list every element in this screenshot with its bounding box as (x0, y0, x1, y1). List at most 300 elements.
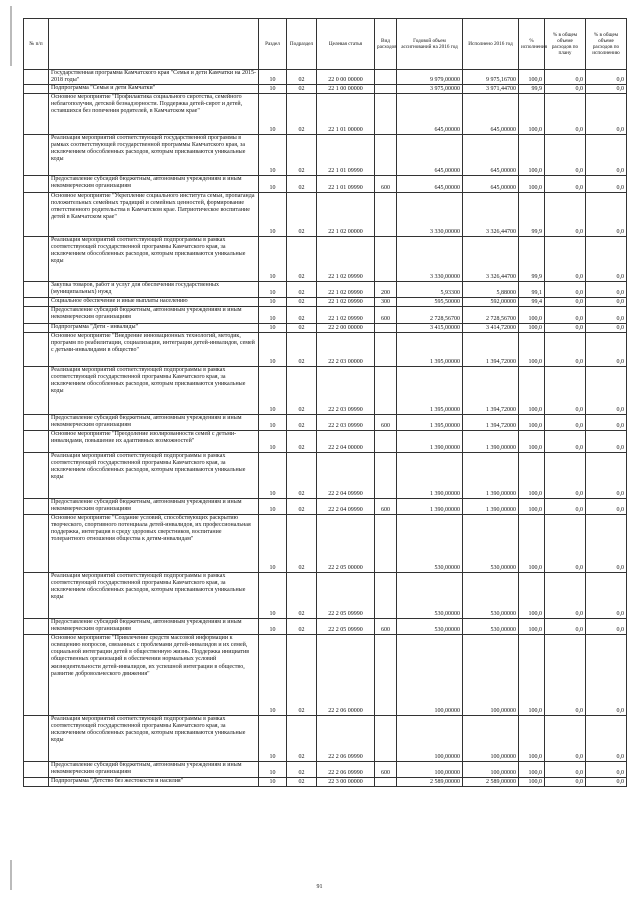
row-executed: 1 394,72000 (463, 415, 519, 431)
col-header-section: Раздел (259, 19, 287, 70)
row-subsection: 02 (287, 431, 317, 453)
row-num (24, 333, 49, 367)
row-share-exec: 0,0 (586, 85, 627, 94)
row-share-exec: 0,0 (586, 135, 627, 176)
row-pct: 100,0 (519, 415, 545, 431)
row-type (375, 70, 397, 85)
budget-report-sheet (23, 18, 626, 787)
row-share-exec: 0,0 (586, 176, 627, 193)
row-share: 0,0 (545, 619, 586, 635)
row-share: 0,0 (545, 298, 586, 307)
row-type: 600 (375, 619, 397, 635)
row-type (375, 573, 397, 619)
row-num (24, 237, 49, 282)
row-executed: 100,00000 (463, 762, 519, 778)
row-num (24, 515, 49, 573)
row-section: 10 (259, 237, 287, 282)
row-subsection: 02 (287, 70, 317, 85)
row-share-exec: 0,0 (586, 453, 627, 499)
row-pct: 100,0 (519, 176, 545, 193)
row-executed: 645,00000 (463, 176, 519, 193)
row-share: 0,0 (545, 367, 586, 415)
row-annual: 2 589,00000 (397, 778, 463, 787)
row-name: Предоставление субсидий бюджетным, автономным учреждениям и иным некоммерческим организациям (49, 619, 259, 635)
row-pct: 99,1 (519, 282, 545, 298)
table-row (24, 193, 627, 237)
row-section: 10 (259, 135, 287, 176)
row-section: 10 (259, 762, 287, 778)
row-executed: 2 589,00000 (463, 778, 519, 787)
table-row (24, 176, 627, 193)
table-row (24, 515, 627, 573)
row-annual: 645,00000 (397, 176, 463, 193)
row-name: Основное мероприятие "Создание условий, способствующих раскрытию творческого, спортивного потенциала детей-инвалидов, их профессиональная поддержка, интеграция в среду здоровых сверстников, воспитание толерантного отношения общества к детям-инвалидам" (49, 515, 259, 573)
row-target: 22 1 02 09990 (317, 282, 375, 298)
row-share-exec: 0,0 (586, 499, 627, 515)
row-share: 0,0 (545, 762, 586, 778)
col-header-share: % в общем объеме расходов по плану (545, 19, 586, 70)
row-num (24, 324, 49, 333)
row-target: 22 2 03 09990 (317, 367, 375, 415)
row-name: Предоставление субсидий бюджетным, автономным учреждениям и иным некоммерческим организациям (49, 499, 259, 515)
row-annual: 530,00000 (397, 573, 463, 619)
row-subsection: 02 (287, 635, 317, 716)
row-section: 10 (259, 85, 287, 94)
row-section: 10 (259, 367, 287, 415)
row-num (24, 367, 49, 415)
row-name: Социальное обеспечение и иные выплаты населению (49, 298, 259, 307)
row-share: 0,0 (545, 307, 586, 324)
row-share: 0,0 (545, 324, 586, 333)
row-name: Реализация мероприятий соответствующей подпрограммы в рамках соответствующей государственной программы Камчатского края, за исключением обособленных расходов, которым присваиваются уникальные коды (49, 237, 259, 282)
row-name: Основное мероприятие "Профилактика социального сиротства, семейного неблагополучия, детской безнадзорности. Поддержка детей-сирот и детей, оставшихся без попечения родителей, в Камчатском крае" (49, 94, 259, 135)
row-share-exec: 0,0 (586, 307, 627, 324)
row-annual: 1 395,00000 (397, 333, 463, 367)
row-section: 10 (259, 94, 287, 135)
row-name: Государственная программа Камчатского края "Семья и дети Камчатки на 2015-2018 годы" (49, 70, 259, 85)
row-subsection: 02 (287, 415, 317, 431)
row-type (375, 515, 397, 573)
row-target: 22 2 05 09990 (317, 573, 375, 619)
row-share-exec: 0,0 (586, 716, 627, 762)
row-name: Предоставление субсидий бюджетным, автономным учреждениям и иным некоммерческим организациям (49, 176, 259, 193)
row-type (375, 193, 397, 237)
row-name: Подпрограмма "Семья и дети Камчатки" (49, 85, 259, 94)
row-target: 22 2 04 09990 (317, 453, 375, 499)
row-share: 0,0 (545, 176, 586, 193)
row-pct: 99,9 (519, 237, 545, 282)
row-share: 0,0 (545, 333, 586, 367)
row-target: 22 2 05 09990 (317, 619, 375, 635)
row-pct: 100,0 (519, 499, 545, 515)
row-target: 22 2 06 09990 (317, 762, 375, 778)
table-row (24, 762, 627, 778)
col-header-executed: Исполнено 2016 год (463, 19, 519, 70)
row-num (24, 415, 49, 431)
table-row (24, 573, 627, 619)
row-type (375, 716, 397, 762)
row-share-exec: 0,0 (586, 237, 627, 282)
row-section: 10 (259, 193, 287, 237)
row-executed: 1 390,00000 (463, 499, 519, 515)
row-num (24, 193, 49, 237)
row-pct: 100,0 (519, 367, 545, 415)
row-name: Подпрограмма "Детство без жестокости и насилия" (49, 778, 259, 787)
col-header-name (49, 19, 259, 70)
row-subsection: 02 (287, 619, 317, 635)
row-pct: 99,9 (519, 193, 545, 237)
row-share-exec: 0,0 (586, 94, 627, 135)
row-executed: 645,00000 (463, 94, 519, 135)
row-num (24, 176, 49, 193)
row-type (375, 635, 397, 716)
col-header-pct: % исполнения (519, 19, 545, 70)
row-subsection: 02 (287, 237, 317, 282)
row-annual: 100,00000 (397, 716, 463, 762)
row-target: 22 0 00 00000 (317, 70, 375, 85)
row-section: 10 (259, 431, 287, 453)
row-share-exec: 0,0 (586, 324, 627, 333)
row-subsection: 02 (287, 453, 317, 499)
table-row (24, 307, 627, 324)
row-pct: 100,0 (519, 453, 545, 499)
row-target: 22 3 00 00000 (317, 778, 375, 787)
row-executed: 9 975,16700 (463, 70, 519, 85)
row-executed: 1 390,00000 (463, 453, 519, 499)
row-num (24, 778, 49, 787)
row-type: 600 (375, 499, 397, 515)
row-annual: 2 728,56700 (397, 307, 463, 324)
row-name: Реализация мероприятий соответствующей подпрограммы в рамках соответствующей государственной программы Камчатского края, за исключением обособленных расходов, которым присваиваются уникальные коды (49, 716, 259, 762)
row-type: 600 (375, 176, 397, 193)
row-target: 22 1 01 09990 (317, 176, 375, 193)
row-annual: 1 390,00000 (397, 453, 463, 499)
row-share: 0,0 (545, 135, 586, 176)
table-row (24, 298, 627, 307)
row-pct: 100,0 (519, 716, 545, 762)
row-name: Основное мероприятие "Укрепление социального института семьи, пропаганда положительных семейных традиций и семейных ценностей, формирование ответственного родительства в Камчатском крае. Патриотическое воспитание детей в Камчатском крае" (49, 193, 259, 237)
row-type (375, 237, 397, 282)
row-executed: 2 728,56700 (463, 307, 519, 324)
table-row (24, 415, 627, 431)
row-share-exec: 0,0 (586, 367, 627, 415)
row-section: 10 (259, 282, 287, 298)
row-annual: 3 330,00000 (397, 237, 463, 282)
col-header-annual: Годовой объем ассигнований на 2016 год (397, 19, 463, 70)
row-annual: 1 395,00000 (397, 415, 463, 431)
row-pct: 100,0 (519, 135, 545, 176)
row-share: 0,0 (545, 237, 586, 282)
row-num (24, 453, 49, 499)
row-executed: 1 390,00000 (463, 431, 519, 453)
budget-table (23, 18, 627, 787)
row-subsection: 02 (287, 176, 317, 193)
row-executed: 530,00000 (463, 515, 519, 573)
row-executed: 100,00000 (463, 635, 519, 716)
row-share: 0,0 (545, 499, 586, 515)
row-annual: 530,00000 (397, 515, 463, 573)
row-pct: 100,0 (519, 307, 545, 324)
row-share-exec: 0,0 (586, 431, 627, 453)
row-executed: 3 326,44700 (463, 193, 519, 237)
row-pct: 100,0 (519, 70, 545, 85)
row-annual: 1 390,00000 (397, 431, 463, 453)
row-pct: 100,0 (519, 635, 545, 716)
table-row (24, 635, 627, 716)
table-row (24, 778, 627, 787)
table-row (24, 324, 627, 333)
row-type (375, 324, 397, 333)
row-executed: 592,00000 (463, 298, 519, 307)
row-section: 10 (259, 176, 287, 193)
row-annual: 645,00000 (397, 135, 463, 176)
row-name: Реализация мероприятий соответствующей подпрограммы в рамках соответствующей государственной программы Камчатского края, за исключением обособленных расходов, которым присваиваются уникальные коды (49, 367, 259, 415)
table-row (24, 716, 627, 762)
row-pct: 100,0 (519, 573, 545, 619)
table-row (24, 94, 627, 135)
row-target: 22 2 00 00000 (317, 324, 375, 333)
row-share-exec: 0,0 (586, 298, 627, 307)
row-name: Предоставление субсидий бюджетным, автономным учреждениям и иным некоммерческим организациям (49, 415, 259, 431)
row-name: Основное мероприятие "Преодоление изолированности семей с детьми-инвалидами, повышение их адаптивных возможностей" (49, 431, 259, 453)
row-target: 22 2 06 09990 (317, 716, 375, 762)
row-annual: 5,93300 (397, 282, 463, 298)
row-section: 10 (259, 716, 287, 762)
row-section: 10 (259, 573, 287, 619)
row-name: Реализация мероприятий соответствующей подпрограммы в рамках соответствующей государственной программы Камчатского края, за исключением обособленных расходов, которым присваиваются уникальные коды (49, 453, 259, 499)
row-target: 22 1 01 00000 (317, 94, 375, 135)
row-num (24, 499, 49, 515)
row-type: 600 (375, 307, 397, 324)
col-header-subsection: Подраздел (287, 19, 317, 70)
row-annual: 3 330,00000 (397, 193, 463, 237)
row-section: 10 (259, 453, 287, 499)
row-section: 10 (259, 778, 287, 787)
row-subsection: 02 (287, 307, 317, 324)
row-subsection: 02 (287, 515, 317, 573)
row-pct: 100,0 (519, 333, 545, 367)
row-type (375, 94, 397, 135)
row-name: Реализация мероприятий соответствующей подпрограммы в рамках соответствующей государственной программы Камчатского края, за исключением обособленных расходов, которым присваиваются уникальные коды (49, 573, 259, 619)
row-annual: 595,50000 (397, 298, 463, 307)
table-row (24, 70, 627, 85)
row-section: 10 (259, 70, 287, 85)
row-target: 22 1 02 09990 (317, 307, 375, 324)
table-row (24, 85, 627, 94)
page-number: 91 (316, 884, 323, 890)
table-row (24, 453, 627, 499)
row-share: 0,0 (545, 716, 586, 762)
row-pct: 100,0 (519, 431, 545, 453)
row-share-exec: 0,0 (586, 415, 627, 431)
row-target: 22 2 03 09990 (317, 415, 375, 431)
row-subsection: 02 (287, 367, 317, 415)
col-header-target: Целевая статья (317, 19, 375, 70)
row-share: 0,0 (545, 573, 586, 619)
row-share-exec: 0,0 (586, 619, 627, 635)
row-share-exec: 0,0 (586, 333, 627, 367)
row-name: Предоставление субсидий бюджетным, автономным учреждениям и иным некоммерческим организациям (49, 307, 259, 324)
row-share: 0,0 (545, 778, 586, 787)
row-target: 22 1 02 09990 (317, 237, 375, 282)
row-type: 600 (375, 762, 397, 778)
row-name: Основное мероприятие "Привлечение средств массовой информации к освещению вопросов, связанных с проблемами детей-инвалидов и их семей, социальной интеграции детей в общественную жизнь. Поддержка инициатив общественных организаций в обеспечении нормальных условий жизнедеятельности детей-инвалидов, их успешной интеграции в общество, развитие добровольческого движения" (49, 635, 259, 716)
row-share: 0,0 (545, 635, 586, 716)
row-pct: 100,0 (519, 762, 545, 778)
row-executed: 5,88000 (463, 282, 519, 298)
row-num (24, 431, 49, 453)
row-target: 22 2 04 09990 (317, 499, 375, 515)
row-num (24, 307, 49, 324)
row-num (24, 635, 49, 716)
table-row (24, 282, 627, 298)
row-share: 0,0 (545, 515, 586, 573)
table-row (24, 237, 627, 282)
row-pct: 99,9 (519, 85, 545, 94)
row-type (375, 431, 397, 453)
col-header-share-exec: % в общем объеме расходов по исполнению (586, 19, 627, 70)
row-share-exec: 0,0 (586, 778, 627, 787)
row-share: 0,0 (545, 85, 586, 94)
row-pct: 100,0 (519, 94, 545, 135)
row-subsection: 02 (287, 762, 317, 778)
row-num (24, 282, 49, 298)
table-row (24, 333, 627, 367)
row-num (24, 298, 49, 307)
row-share-exec: 0,0 (586, 573, 627, 619)
row-share: 0,0 (545, 415, 586, 431)
row-pct: 100,0 (519, 778, 545, 787)
row-target: 22 1 01 09990 (317, 135, 375, 176)
row-name: Основное мероприятие "Внедрение инновационных технологий, методик, программ по реабилитации, социализации, интеграции детей-инвалидов, семей с детьми-инвалидами в общество" (49, 333, 259, 367)
row-name: Закупка товаров, работ и услуг для обеспечения государственных (муниципальных) нужд (49, 282, 259, 298)
row-section: 10 (259, 415, 287, 431)
row-share-exec: 0,0 (586, 762, 627, 778)
row-subsection: 02 (287, 778, 317, 787)
row-pct: 100,0 (519, 324, 545, 333)
row-subsection: 02 (287, 324, 317, 333)
row-type (375, 778, 397, 787)
row-type (375, 333, 397, 367)
col-header-type: Вид расходов (375, 19, 397, 70)
row-section: 10 (259, 324, 287, 333)
row-share: 0,0 (545, 70, 586, 85)
row-target: 22 2 06 00000 (317, 635, 375, 716)
row-subsection: 02 (287, 499, 317, 515)
row-annual: 530,00000 (397, 619, 463, 635)
row-type (375, 85, 397, 94)
row-name: Реализация мероприятий соответствующей государственной программы в рамках соответствующей государственной программы Камчатского края, за исключением обособленных расходов, которым присваиваются уникальные коды (49, 135, 259, 176)
row-target: 22 2 05 00000 (317, 515, 375, 573)
row-share-exec: 0,0 (586, 515, 627, 573)
row-annual: 100,00000 (397, 762, 463, 778)
row-subsection: 02 (287, 298, 317, 307)
row-executed: 645,00000 (463, 135, 519, 176)
row-subsection: 02 (287, 333, 317, 367)
row-share: 0,0 (545, 282, 586, 298)
row-executed: 1 394,72000 (463, 333, 519, 367)
row-section: 10 (259, 333, 287, 367)
row-executed: 3 326,44700 (463, 237, 519, 282)
row-subsection: 02 (287, 135, 317, 176)
row-num (24, 135, 49, 176)
row-target: 22 1 02 09990 (317, 298, 375, 307)
row-share: 0,0 (545, 453, 586, 499)
row-num (24, 573, 49, 619)
row-executed: 1 394,72000 (463, 367, 519, 415)
row-target: 22 2 03 00000 (317, 333, 375, 367)
row-type: 300 (375, 298, 397, 307)
table-row (24, 431, 627, 453)
row-subsection: 02 (287, 716, 317, 762)
row-target: 22 1 00 00000 (317, 85, 375, 94)
table-row (24, 135, 627, 176)
row-subsection: 02 (287, 573, 317, 619)
row-subsection: 02 (287, 94, 317, 135)
table-body (24, 70, 627, 787)
row-annual: 3 415,00000 (397, 324, 463, 333)
row-share: 0,0 (545, 431, 586, 453)
row-annual: 3 975,00000 (397, 85, 463, 94)
row-num (24, 619, 49, 635)
row-target: 22 2 04 00000 (317, 431, 375, 453)
row-section: 10 (259, 298, 287, 307)
row-annual: 645,00000 (397, 94, 463, 135)
row-executed: 3 414,72000 (463, 324, 519, 333)
row-name: Предоставление субсидий бюджетным, автономным учреждениям и иным некоммерческим организациям (49, 762, 259, 778)
row-annual: 1 395,00000 (397, 367, 463, 415)
row-executed: 530,00000 (463, 573, 519, 619)
row-share-exec: 0,0 (586, 193, 627, 237)
row-section: 10 (259, 499, 287, 515)
row-type (375, 453, 397, 499)
row-type: 200 (375, 282, 397, 298)
row-share: 0,0 (545, 94, 586, 135)
row-num (24, 716, 49, 762)
row-subsection: 02 (287, 282, 317, 298)
row-type: 600 (375, 415, 397, 431)
row-annual: 9 979,00000 (397, 70, 463, 85)
row-executed: 100,00000 (463, 716, 519, 762)
row-share-exec: 0,0 (586, 282, 627, 298)
row-section: 10 (259, 619, 287, 635)
row-section: 10 (259, 515, 287, 573)
row-num (24, 94, 49, 135)
row-share-exec: 0,0 (586, 70, 627, 85)
row-section: 10 (259, 635, 287, 716)
row-pct: 99,4 (519, 298, 545, 307)
row-annual: 100,00000 (397, 635, 463, 716)
row-executed: 530,00000 (463, 619, 519, 635)
row-pct: 100,0 (519, 515, 545, 573)
row-section: 10 (259, 307, 287, 324)
row-num (24, 85, 49, 94)
row-num (24, 762, 49, 778)
table-row (24, 367, 627, 415)
row-annual: 1 390,00000 (397, 499, 463, 515)
row-share: 0,0 (545, 193, 586, 237)
scan-margin-mark (10, 6, 12, 66)
row-name: Подпрограмма "Дети - инвалиды" (49, 324, 259, 333)
col-header-num: № п/п (24, 19, 49, 70)
row-executed: 3 971,44700 (463, 85, 519, 94)
row-type (375, 135, 397, 176)
row-pct: 100,0 (519, 619, 545, 635)
table-header-row (24, 19, 627, 70)
row-num (24, 70, 49, 85)
row-share-exec: 0,0 (586, 635, 627, 716)
table-row (24, 499, 627, 515)
